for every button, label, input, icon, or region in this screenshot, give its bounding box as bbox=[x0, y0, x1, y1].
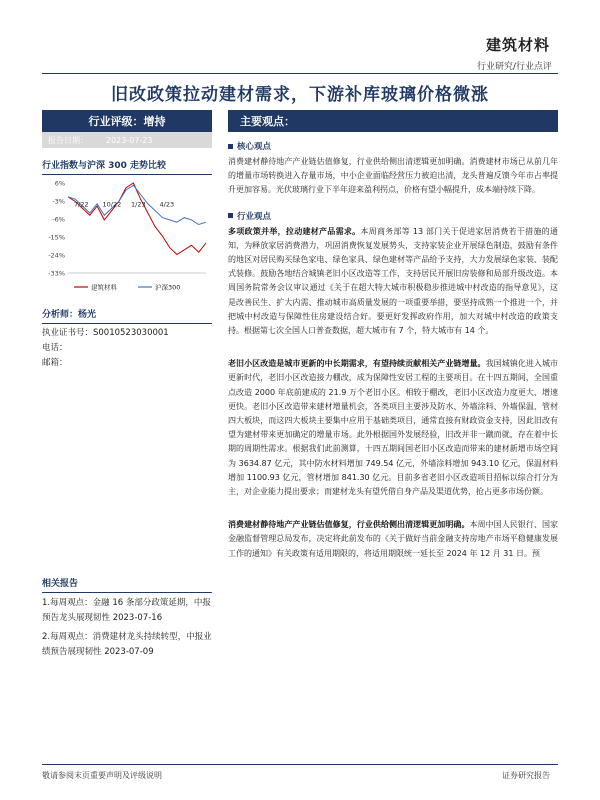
series-line-1 bbox=[68, 183, 206, 255]
legend-label: 沪深300 bbox=[155, 283, 181, 292]
y-tick-label: 6% bbox=[54, 179, 65, 188]
industry-paragraph-1 bbox=[228, 225, 558, 339]
paragraph-body: 我国城镇化进入城市更新时代，老旧小区改造接力棚改，成为保障性安居工程的主要项目。在十四五期间，全国重点改造 2000 年底前建成的 21.9 万个老旧小区。相较于棚改，老旧小区改造力度更大、增速更快。老旧小区改造带来建材增量机会，各类项目主要涉及防水、外墙涂料、外墙保温、管材四大板块，而这四大板块主要集中应用于基础类项目，通常直接有财政资金支持，因此旧改有望为建材带来更加确定的增量市场。此外根据国外发展经验，旧改并非一蹴而就，存在着中长期的周期性需求。根据我们此前测算，十四五期间国老旧小区改造而带来的建材新增市场空间为 3634.87 亿元，其中防水材料增加 749.54 亿元，外墙涂料增加 943.10 亿元，保温材料增加 1100.93 亿元，管材增加 841.30 亿元。目前多省老旧小区改造项目招标以综合打分为主，对企业能力提出要求；而建材龙头有望凭借自身产品及渠道优势，抢占更多市场份额。 bbox=[228, 359, 559, 497]
section-heading-label: 核心观点 bbox=[237, 142, 272, 152]
square-bullet-icon bbox=[228, 213, 233, 218]
sidebar bbox=[42, 110, 212, 369]
section-heading-industry bbox=[228, 210, 558, 222]
rating-badge: 行业评级：增持 bbox=[42, 110, 212, 132]
analyst-name: 分析师：杨光 bbox=[42, 307, 212, 324]
y-tick-label: -3% bbox=[52, 197, 65, 206]
related-reports-list bbox=[42, 596, 214, 664]
paragraph-body: 本周商务部等 13 部门关于促进家居消费若干措施的通知，为释放家居消费潜力，巩固消费恢复发展势头，支持家装企业开展绿色制造，鼓励有条件的地区对居民购买绿色家电、绿色家具、绿色建材等产品给予支持，大力发展绿色家装、装配式装修。鼓励各地结合城镇老旧小区改造等工作，支持居民开展旧房装修和局部升级改造。本周国务院常务会议审议通过《关于在超大特大城市积极稳步推进城中村改造的指导意见》，这是改善民生、扩大内需、推动城市高质量发展的一项重要举措，要坚持成熟一个推进一个，并把城中村改造与保障性住房建设结合好。要更好发挥政府作用，加大对城中村改造的政策支持。根据第七次全国人口普查数据，超大城市有 7 个，特大城市有 14 个。 bbox=[228, 226, 559, 336]
industry-paragraph-3 bbox=[228, 518, 558, 561]
square-bullet-icon bbox=[228, 144, 233, 149]
paragraph-body: 本周中国人民银行、国家金融监督管理总局发布，决定将此前发布的《关于做好当前金融支持房地产市场平稳健康发展工作的通知》有关政策有适用期限的，将适用期限统一延长至 2024 年 12 月 31 日。预 bbox=[228, 520, 558, 558]
chart-title: 行业指数与沪深 300 走势比较 bbox=[42, 158, 212, 175]
paragraph-lead: 多项政策并举，拉动建材产品需求。 bbox=[228, 226, 361, 236]
index-chart bbox=[42, 177, 212, 299]
report-date-label: 报告日期： bbox=[48, 135, 88, 145]
x-tick-label: 7/22 bbox=[74, 200, 89, 209]
industry-paragraph-2 bbox=[228, 357, 558, 499]
x-tick-label: 1/23 bbox=[131, 200, 146, 209]
section-heading-label: 行业观点 bbox=[237, 211, 272, 222]
report-category: 行业研究/行业点评 bbox=[476, 62, 552, 72]
y-tick-label: -33% bbox=[48, 269, 65, 278]
brand-title: 建筑材料 bbox=[485, 36, 550, 54]
analyst-cert: 执业证书号：S0010523030001 bbox=[42, 328, 169, 338]
footer-label: 证券研究报告 bbox=[502, 771, 550, 780]
related-reports-title: 相关报告 bbox=[42, 576, 212, 593]
legend-label: 建筑材料 bbox=[91, 283, 117, 292]
core-view-text: 消费建材静待地产产业链估值修复，行业供给侧出清逻辑更加明确。消费建材市场已从前几年的增量市场转换进入存量市场，中小企业面临经营压力被迫出清，龙头普遍反馈今年市占率提升更加容易。光伏玻璃行业下半年迎来盈利拐点，价格有望小幅提升，成本端持续下降。 bbox=[228, 157, 558, 195]
paragraph-lead: 消费建材静待地产产业链估值修复，行业供给侧出清逻辑更加明确。 bbox=[228, 520, 470, 530]
x-tick-label: 4/23 bbox=[159, 200, 175, 209]
section-heading-core bbox=[228, 140, 558, 152]
main-content bbox=[228, 110, 558, 561]
paragraph-lead: 老旧小区改造是城市更新的中长期需求，有望持续贡献相关产业链增量。 bbox=[228, 359, 486, 369]
core-view-paragraph bbox=[228, 155, 558, 198]
analyst-email: 邮箱： bbox=[42, 358, 68, 368]
analyst-phone: 电话： bbox=[42, 343, 68, 353]
y-tick-label: -24% bbox=[48, 251, 65, 260]
related-report-item[interactable]: 2.每周观点：消费建材龙头持续转型，中报业绩预告展现韧性 2023-07-09 bbox=[42, 632, 212, 657]
report-date bbox=[42, 132, 212, 148]
y-tick-label: -6% bbox=[52, 215, 65, 224]
main-points-bar: 主要观点： bbox=[228, 110, 558, 132]
header-rule bbox=[42, 73, 558, 74]
related-report-item[interactable]: 1.每周观点：金融 16 条部分政策延期，中报预告龙头展现韧性 2023-07-16 bbox=[42, 598, 211, 623]
x-tick-label: 10/22 bbox=[102, 200, 122, 209]
footer-rule bbox=[42, 764, 558, 765]
y-tick-label: -15% bbox=[48, 233, 65, 242]
index-chart-svg bbox=[42, 177, 212, 299]
report-date-value: 2023-07-23 bbox=[106, 135, 153, 145]
report-title: 旧改政策拉动建材需求，下游补库玻璃价格微涨 bbox=[111, 85, 489, 105]
footer-disclaimer: 敬请参阅末页重要声明及评级说明 bbox=[42, 771, 162, 780]
